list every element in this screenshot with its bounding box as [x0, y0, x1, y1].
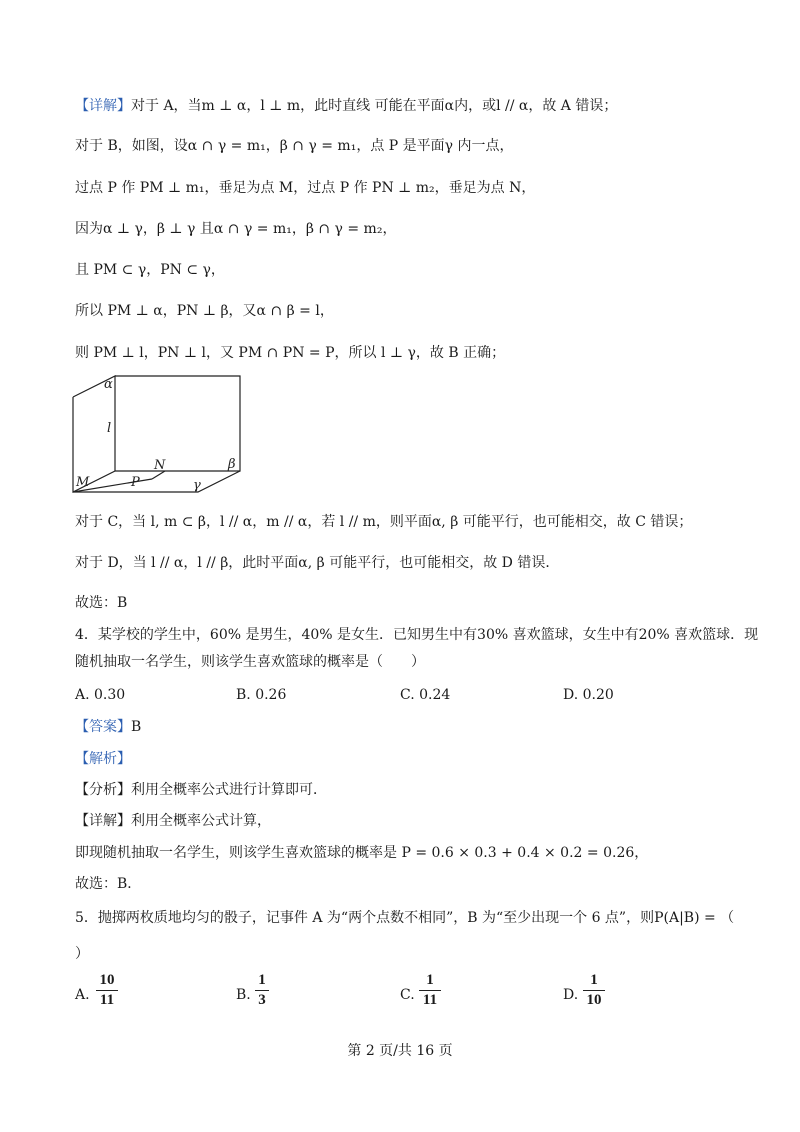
q3-choice: 故选：B [75, 595, 128, 611]
q4-xiangjie: 利用全概率公式计算， [131, 813, 271, 829]
q4-choice: 故选：B． [75, 876, 142, 892]
fraction-numerator: 10 [99, 972, 115, 988]
q3-line-c: 过点 P 作 PM ⊥ m₁，垂足为点 M，过点 P 作 PN ⊥ m₂，垂足为点 N， [75, 180, 536, 196]
q5-option-b-letter: B. [236, 987, 251, 1003]
label-alpha: α [104, 377, 113, 392]
fraction-numerator: 1 [426, 972, 434, 988]
q3-line-i: 对于 D，当 l // α，l // β，此时平面α, β 可能平行，也可能相交，故 D 错误． [75, 555, 560, 571]
detail-label: 【详解】 [75, 98, 131, 114]
fraction-denominator: 10 [586, 992, 602, 1008]
fraction-denominator: 11 [422, 992, 438, 1008]
q4-fenxi-line [75, 780, 327, 800]
fraction-denominator: 11 [99, 992, 115, 1008]
q4-answer: B [131, 719, 142, 735]
answer-label: 【答案】 [75, 719, 131, 735]
q4-fenxi: 利用全概率公式进行计算即可． [131, 782, 327, 798]
q5-option-d-letter: D. [563, 987, 579, 1003]
q5-stem-1: 5．抛掷两枚质地均匀的骰子，记事件 A 为“两个点数不相同”，B 为“至少出现一个 6 点”，则P(A|B) = （ [75, 910, 735, 926]
q4-stem-1: 4．某学校的学生中，60% 是男生，40% 是女生．已知男生中有30% 喜欢篮球，女生中有20% 喜欢篮球．现 [75, 627, 759, 643]
q5-option-c-letter: C. [400, 987, 415, 1003]
page-footer: 第 2 页/共 16 页 [347, 1043, 453, 1059]
fraction-denominator: 3 [258, 992, 266, 1008]
label-beta: β [228, 457, 236, 472]
label-gamma: γ [193, 478, 201, 493]
q4-option-d: D. 0.20 [563, 687, 614, 703]
label-l: l [107, 421, 112, 436]
q3-line-d: 因为α ⊥ γ，β ⊥ γ 且α ∩ γ = m₁，β ∩ γ = m₂， [75, 221, 397, 237]
q4-answer-line [75, 717, 141, 737]
q3-line-g: 则 PM ⊥ l，PN ⊥ l，又 PM ∩ PN = P，所以 l ⊥ γ，故 B 正确； [75, 345, 506, 361]
q5-option-a-letter: A. [75, 987, 90, 1003]
label-N: N [154, 458, 166, 473]
q3-text-a: 对于 A，当m ⊥ α，l ⊥ m，此时直线 可能在平面α内，或l // α，故 A 错误； [131, 98, 618, 114]
q4-calc: 即现随机抽取一名学生，则该学生喜欢篮球的概率是 P = 0.6 × 0.3 + 0.4 × 0.2 = 0.26， [75, 845, 649, 861]
q3-line-h: 对于 C，当 l, m ⊂ β，l // α，m // α，若 l // m，则平面α, β 可能平行，也可能相交，故 C 错误； [75, 514, 693, 530]
planes-figure [70, 372, 250, 497]
q4-option-b: B. 0.26 [236, 687, 287, 703]
q3-line-e: 且 PM ⊂ γ，PN ⊂ γ， [75, 262, 225, 278]
q5-option-b-fraction [255, 972, 269, 1009]
q5-option-d-fraction [583, 972, 605, 1009]
label-M: M [76, 475, 90, 490]
q3-line-a [75, 96, 617, 116]
q5-stem-2: ） [75, 946, 89, 962]
fraction-numerator: 1 [258, 972, 266, 988]
q4-option-a: A. 0.30 [75, 687, 126, 703]
q4-stem-2: 随机抽取一名学生，则该学生喜欢篮球的概率是（ ） [75, 654, 425, 670]
q4-option-c: C. 0.24 [400, 687, 451, 703]
q5-option-c-fraction [419, 972, 441, 1009]
fenxi-label: 【分析】 [75, 782, 131, 798]
q4-analysis-label [75, 749, 131, 769]
analysis-label: 【解析】 [75, 751, 131, 767]
q4-xiangjie-line [75, 811, 271, 831]
q3-line-b: 对于 B，如图，设α ∩ γ = m₁，β ∩ γ = m₁，点 P 是平面γ 内一点， [75, 138, 514, 154]
fraction-numerator: 1 [590, 972, 598, 988]
q5-option-a-fraction [96, 972, 118, 1009]
q3-line-f: 所以 PM ⊥ α，PN ⊥ β，又α ∩ β = l， [75, 303, 334, 319]
label-P: P [131, 475, 140, 490]
xiangjie-label: 【详解】 [75, 813, 131, 829]
